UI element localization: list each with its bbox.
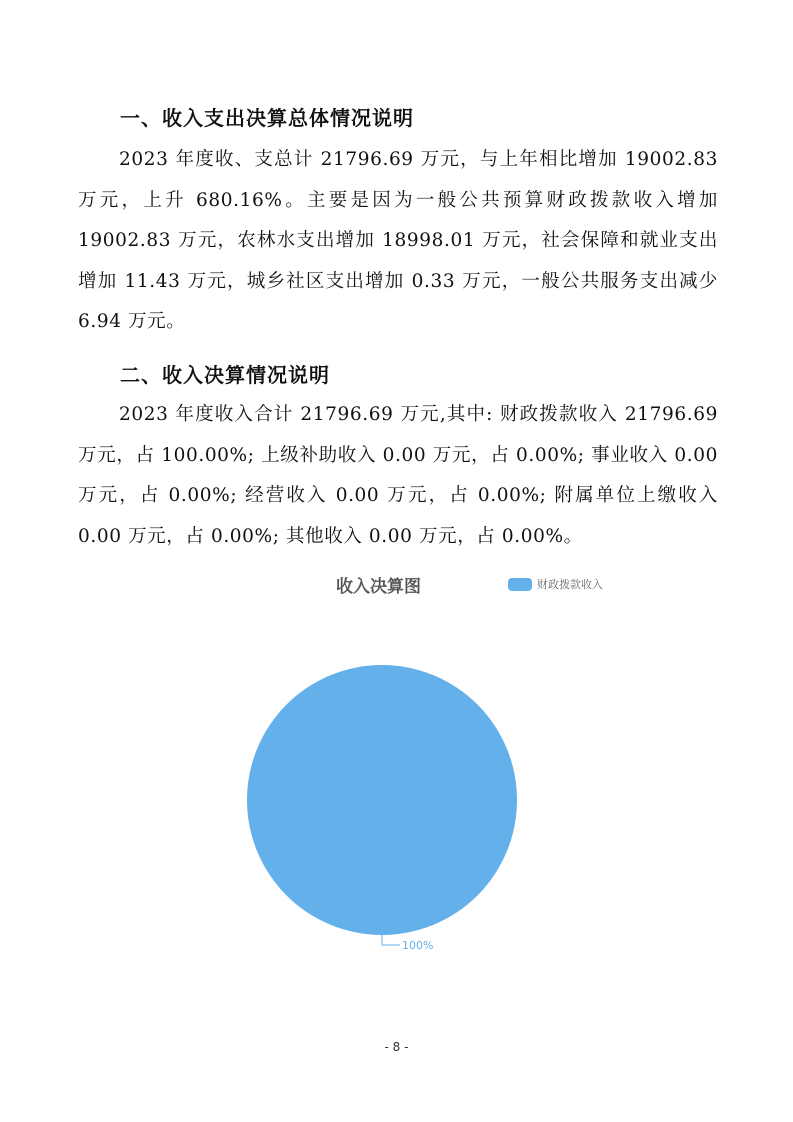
legend-label: 财政拨款收入 bbox=[537, 578, 603, 591]
section-paragraph-overall: 2023 年度收、支总计 21796.69 万元，与上年相比增加 19002.83 万元，上升 680.16%。主要是因为一般公共预算财政拨款收入增加 19002.83 万元，农林水支出增加 18998.01 万元，社会保障和就业支出增加 11.43 万元，城乡社区支出增加 0.33 万元，一般公共服务支出减少 6.94 万元。 bbox=[78, 149, 718, 332]
chart-title: 收入决算图 bbox=[336, 577, 421, 597]
pie-leader-line bbox=[382, 935, 400, 945]
pie-data-label: 100% bbox=[402, 939, 434, 952]
pie-slice bbox=[247, 665, 517, 935]
pie-chart-canvas bbox=[0, 560, 793, 980]
chart-legend bbox=[508, 576, 603, 592]
page-number: - 8 - bbox=[384, 1040, 409, 1054]
income-pie-chart bbox=[0, 560, 793, 980]
legend-swatch bbox=[508, 578, 532, 591]
section-heading-overall: 一、收入支出决算总体情况说明 bbox=[120, 106, 414, 130]
section-heading-income: 二、收入决算情况说明 bbox=[120, 363, 330, 387]
section-paragraph-income: 2023 年度收入合计 21796.69 万元,其中: 财政拨款收入 21796.69 万元，占 100.00%; 上级补助收入 0.00 万元，占 0.00%; 事业收入 0.00 万元，占 0.00%; 经营收入 0.00 万元，占 0.00%; 附属单位上缴收入 0.00 万元，占 0.00%; 其他收入 0.00 万元，占 0.00%。 bbox=[78, 404, 718, 547]
